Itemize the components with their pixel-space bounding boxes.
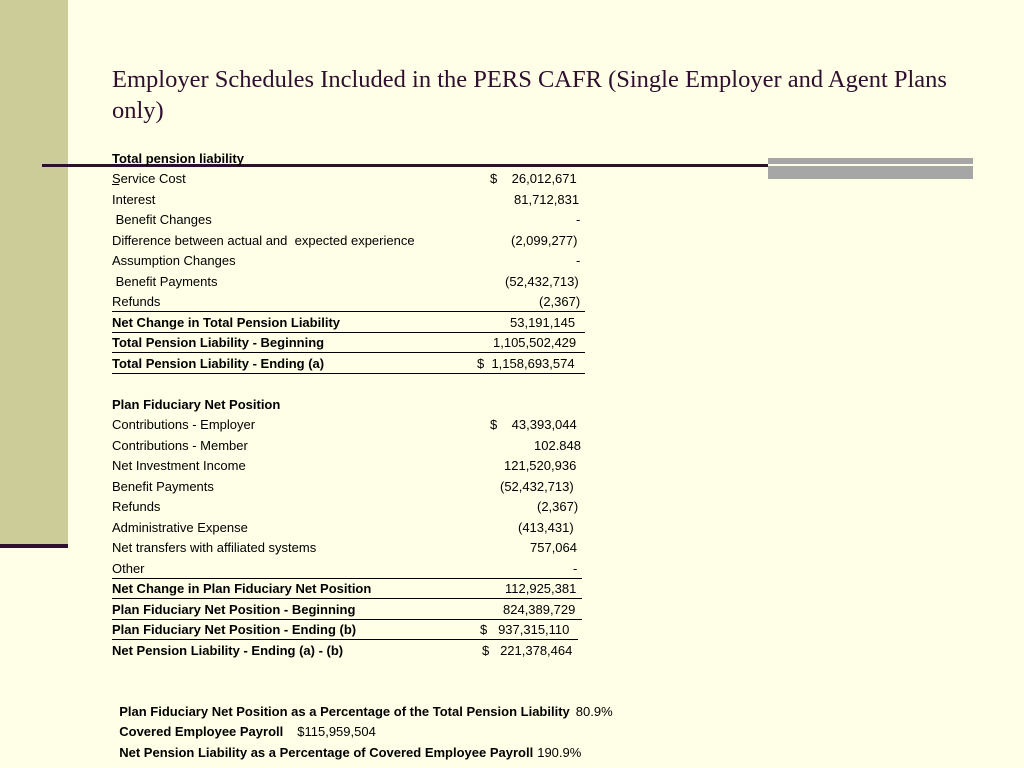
left-accent-band [0, 0, 68, 548]
table-row [112, 456, 577, 476]
row-value: - [573, 561, 578, 576]
table-row [112, 169, 577, 189]
row-value: 1,105,502,429 [493, 335, 577, 350]
summary-value: 190.9% [537, 745, 582, 760]
row-value: $ 937,315,110 [480, 622, 570, 637]
row-label: Net Change in Total Pension Liability [112, 315, 341, 330]
table-row [112, 620, 578, 640]
table-row [112, 559, 582, 579]
left-accent-rule [0, 544, 68, 548]
slide-title: Employer Schedules Included in the PERS CAFR (Single Employer and Agent Plans only) [112, 66, 947, 124]
row-value: $ 26,012,671 [490, 171, 577, 186]
row-value: $ 43,393,044 [490, 417, 577, 432]
row-label: Net Investment Income [112, 458, 246, 473]
row-label: Total Pension Liability - Ending (a) [112, 356, 325, 371]
row-label: Other [112, 561, 145, 576]
row-label: Benefit Payments [112, 479, 214, 494]
row-label: Refunds [112, 294, 161, 309]
table-row [112, 251, 581, 271]
row-label: Plan Fiduciary Net Position - Beginning [112, 602, 356, 617]
table-row [112, 231, 578, 251]
table-row [112, 292, 585, 312]
row-value: 757,064 [530, 540, 577, 555]
summary-value: 80.9% [575, 704, 613, 719]
row-label: Net transfers with affiliated systems [112, 540, 317, 555]
summary-value: $115,959,504 [297, 724, 376, 739]
table-row [112, 641, 573, 661]
table-row [112, 579, 582, 599]
table-row [112, 477, 574, 497]
table-row [112, 538, 577, 558]
summary-funded-ratio [112, 682, 613, 719]
row-value: (52,432,713) [500, 479, 574, 494]
summary-label: Plan Fiduciary Net Position as a Percentage of the Total Pension Liability [119, 704, 570, 719]
table-row [112, 415, 577, 435]
row-value: - [576, 212, 581, 227]
row-label: Net Change in Plan Fiduciary Net Position [112, 581, 372, 596]
row-value: $ 221,378,464 [482, 643, 573, 658]
table-row [112, 210, 581, 230]
total-pension-liability-heading: Total pension liability [112, 151, 244, 166]
row-value: 121,520,936 [504, 458, 577, 473]
table-row [112, 600, 582, 620]
row-value: 102.848 [534, 438, 581, 453]
table-row [112, 313, 585, 333]
row-label: Benefit Payments [112, 274, 218, 289]
row-label: Difference between actual and expected experience [112, 233, 415, 248]
summary-label: Covered Employee Payroll [119, 724, 284, 739]
row-label: Plan Fiduciary Net Position - Ending (b) [112, 622, 357, 637]
table-row [112, 436, 581, 456]
row-label: Benefit Changes [112, 212, 212, 227]
row-value: (2,099,277) [511, 233, 578, 248]
row-value: (52,432,713) [505, 274, 579, 289]
row-value: 112,925,381 [505, 581, 577, 596]
row-label: Assumption Changes [112, 253, 236, 268]
row-value: (2,367) [537, 499, 579, 514]
table-row [112, 272, 579, 292]
row-value: $ 1,158,693,574 [477, 356, 575, 371]
row-value: (413,431) [518, 520, 574, 535]
table-row [112, 354, 585, 374]
row-value: - [576, 253, 581, 268]
row-label: Refunds [112, 499, 161, 514]
row-value: 824,389,729 [503, 602, 576, 617]
row-label: Total Pension Liability - Beginning [112, 335, 325, 350]
row-label: Service Cost [112, 171, 186, 186]
row-label: Contributions - Employer [112, 417, 256, 432]
summary-nsl-payroll-ratio [112, 723, 582, 760]
row-label: Administrative Expense [112, 520, 248, 535]
plan-fiduciary-net-position-heading: Plan Fiduciary Net Position [112, 397, 281, 412]
table-row [112, 497, 579, 517]
table-row [112, 333, 585, 353]
row-value: (2,367) [539, 294, 581, 309]
row-label: Interest [112, 192, 156, 207]
table-row [112, 518, 574, 538]
row-value: 53,191,145 [510, 315, 576, 330]
table-row [112, 190, 580, 210]
row-value: 81,712,831 [514, 192, 580, 207]
summary-covered-payroll [112, 702, 376, 739]
row-label: Contributions - Member [112, 438, 248, 453]
grey-accent-block [768, 158, 973, 179]
row-label: Net Pension Liability - Ending (a) - (b) [112, 643, 344, 658]
summary-label: Net Pension Liability as a Percentage of Covered Employee Payroll [119, 745, 534, 760]
